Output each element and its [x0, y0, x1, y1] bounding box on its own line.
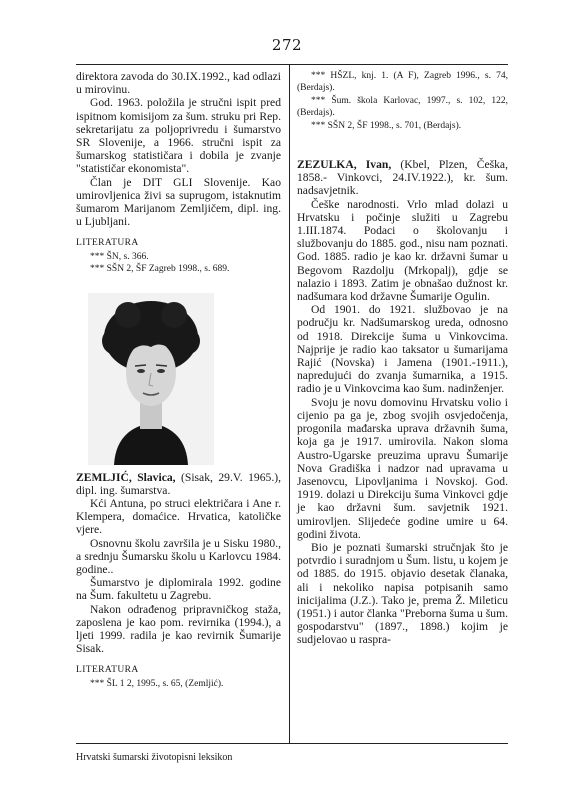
portrait-photo [88, 293, 214, 465]
paragraph: Nakon odrađenog pripravničkog staža, zaposlena je kao pom. revirnika (1994.), a ljeti 1999. radila je kao revirnik Šumarije Sisak. [76, 602, 281, 656]
literature-item: *** SŠN 2, ŠF 1998., s. 701, (Berdajs). [311, 120, 462, 131]
literature-item: *** Šum. škola Karlovac, 1997., s. 102, 122, (Berdajs). [297, 95, 508, 119]
literature-heading: LITERATURA [76, 665, 139, 676]
left-column [76, 70, 281, 690]
paragraph: Češke narodnosti. Vrlo mlad dolazi u Hrvatsku i počinje služiti u Zagrebu 1.III.1874. Podaci o školovanju i službovanju do 1885. god., nisu nam poznati. God. 1885. radio je kao kr. državni šumar u Begovom Razdolju (Mrkopalj), gdje se nalazio i 1893. Zatim je obnašao dužnost kr. nadšumara kod državne Šumarije Ogulin. [297, 197, 508, 304]
entry-zemljic [76, 471, 281, 497]
literature-item: *** HŠZL, knj. 1. (A F), Zagreb 1996., s. 74, (Berdajs). [297, 71, 508, 94]
footer-rule [76, 743, 508, 744]
page-number: 272 [271, 36, 303, 54]
portrait-illustration [88, 293, 214, 465]
column-divider [289, 64, 290, 743]
header-rule [76, 64, 508, 65]
literature-item: *** SŠN 2, ŠF Zagreb 1998., s. 689. [90, 263, 230, 274]
paragraph: Šumarstvo je diplomirala 1992. godine na Šum. fakultetu u Zagrebu. [76, 576, 281, 603]
right-column [297, 70, 508, 647]
entry-headword: ZEMLJIĆ, Slavica, [76, 470, 176, 484]
entry-zezulka [297, 158, 508, 198]
paragraph: Osnovnu školu završila je u Sisku 1980., a srednju Šumarsku školu u Karlovcu 1984. godine.. [76, 536, 281, 577]
paragraph: Od 1901. do 1921. službovao je na području kr. Nadšumarskog ureda, odnosno od 1918. Direkcije šuma u Vinkovcima. Najprije je radio kao taksator u šumarijama Rajić (Novska) i Jamena (1901.-1911.), napredujući do zvanja šumarnika, a 1915. radio je u Vinkovcima kao šum. nadinženjer. [297, 303, 508, 396]
paragraph: Član je DIT GLI Slovenije. Kao umirovljenica živi sa suprugom, istaknutim šumarom Marijanom Zemljičem, dipl. ing. u Ljubljani. [76, 175, 281, 229]
paragraph: Svoju je novu domovinu Hrvatsku volio i cijenio pa ga je, zbog svojih osvjedočenja, progonila mađarska uprava državnih šuma, koja ga je 1917. umirovila. Nakon sloma Austro-Ugarske preuzima upravu Šumarije Nova Gradiška i nadzor nad upravama u Jasenovcu, Lipovljanima i Novskoj. God. 1919. dolazi u Direkciju šuma Vinkovci gdje je kao državni šum. savjetnik 1921. umirovljen. Slijedeće godine umire u 64. godini života. [297, 395, 508, 541]
literature-item: *** ŠL 1 2, 1995., s. 65, (Zemljić). [90, 678, 224, 689]
entry-headline: (Kbel, Plzen, Češka, 1858.- Vinkovci, 24.IV.1922.), kr. šum. nadsavjetnik. [297, 158, 508, 198]
paragraph: God. 1963. položila je stručni ispit pred ispitnom komisijom za šum. struku pri Rep. sekretarijatu za poljoprivredu i šumarstvo SR Slovenije, a 1966. stručni ispit za šumarskog statističara i dobila je zvanje "statističar ekonomista". [76, 96, 281, 176]
literature-item: *** ŠN, s. 366. [90, 251, 149, 262]
running-footer: Hrvatski šumarski životopisni leksikon [76, 752, 233, 763]
paragraph: Bio je poznati šumarski stručnjak što je potvrdio i suradnjom u Šum. listu, u kojem je od 1885. do 1915. objavio desetak članaka, ali i nekoliko napisa potpisanih samo inicijalima (J.Z.). Tako je, prema Ž. Mileticu (1951.) i autor članka "Preborna šuma u šum. gospodarstvu" (1897., 1898.) kojim je sudjelovao u raspra- [297, 540, 508, 647]
literature-heading: LITERATURA [76, 238, 139, 249]
paragraph: Kći Antuna, po struci električara i Ane r. Klempera, domaćice. Hrvatica, katoličke vjere. [76, 497, 281, 537]
literature-list [297, 70, 508, 132]
entry-headword: ZEZULKA, Ivan, [297, 158, 392, 172]
paragraph: direktora zavoda do 30.IX.1992., kad odlazi u mirovinu. [76, 70, 281, 97]
entry-headline: (Sisak, 29.V. 1965.), dipl. ing. šumarstva. [76, 470, 281, 497]
spacer [297, 132, 508, 158]
